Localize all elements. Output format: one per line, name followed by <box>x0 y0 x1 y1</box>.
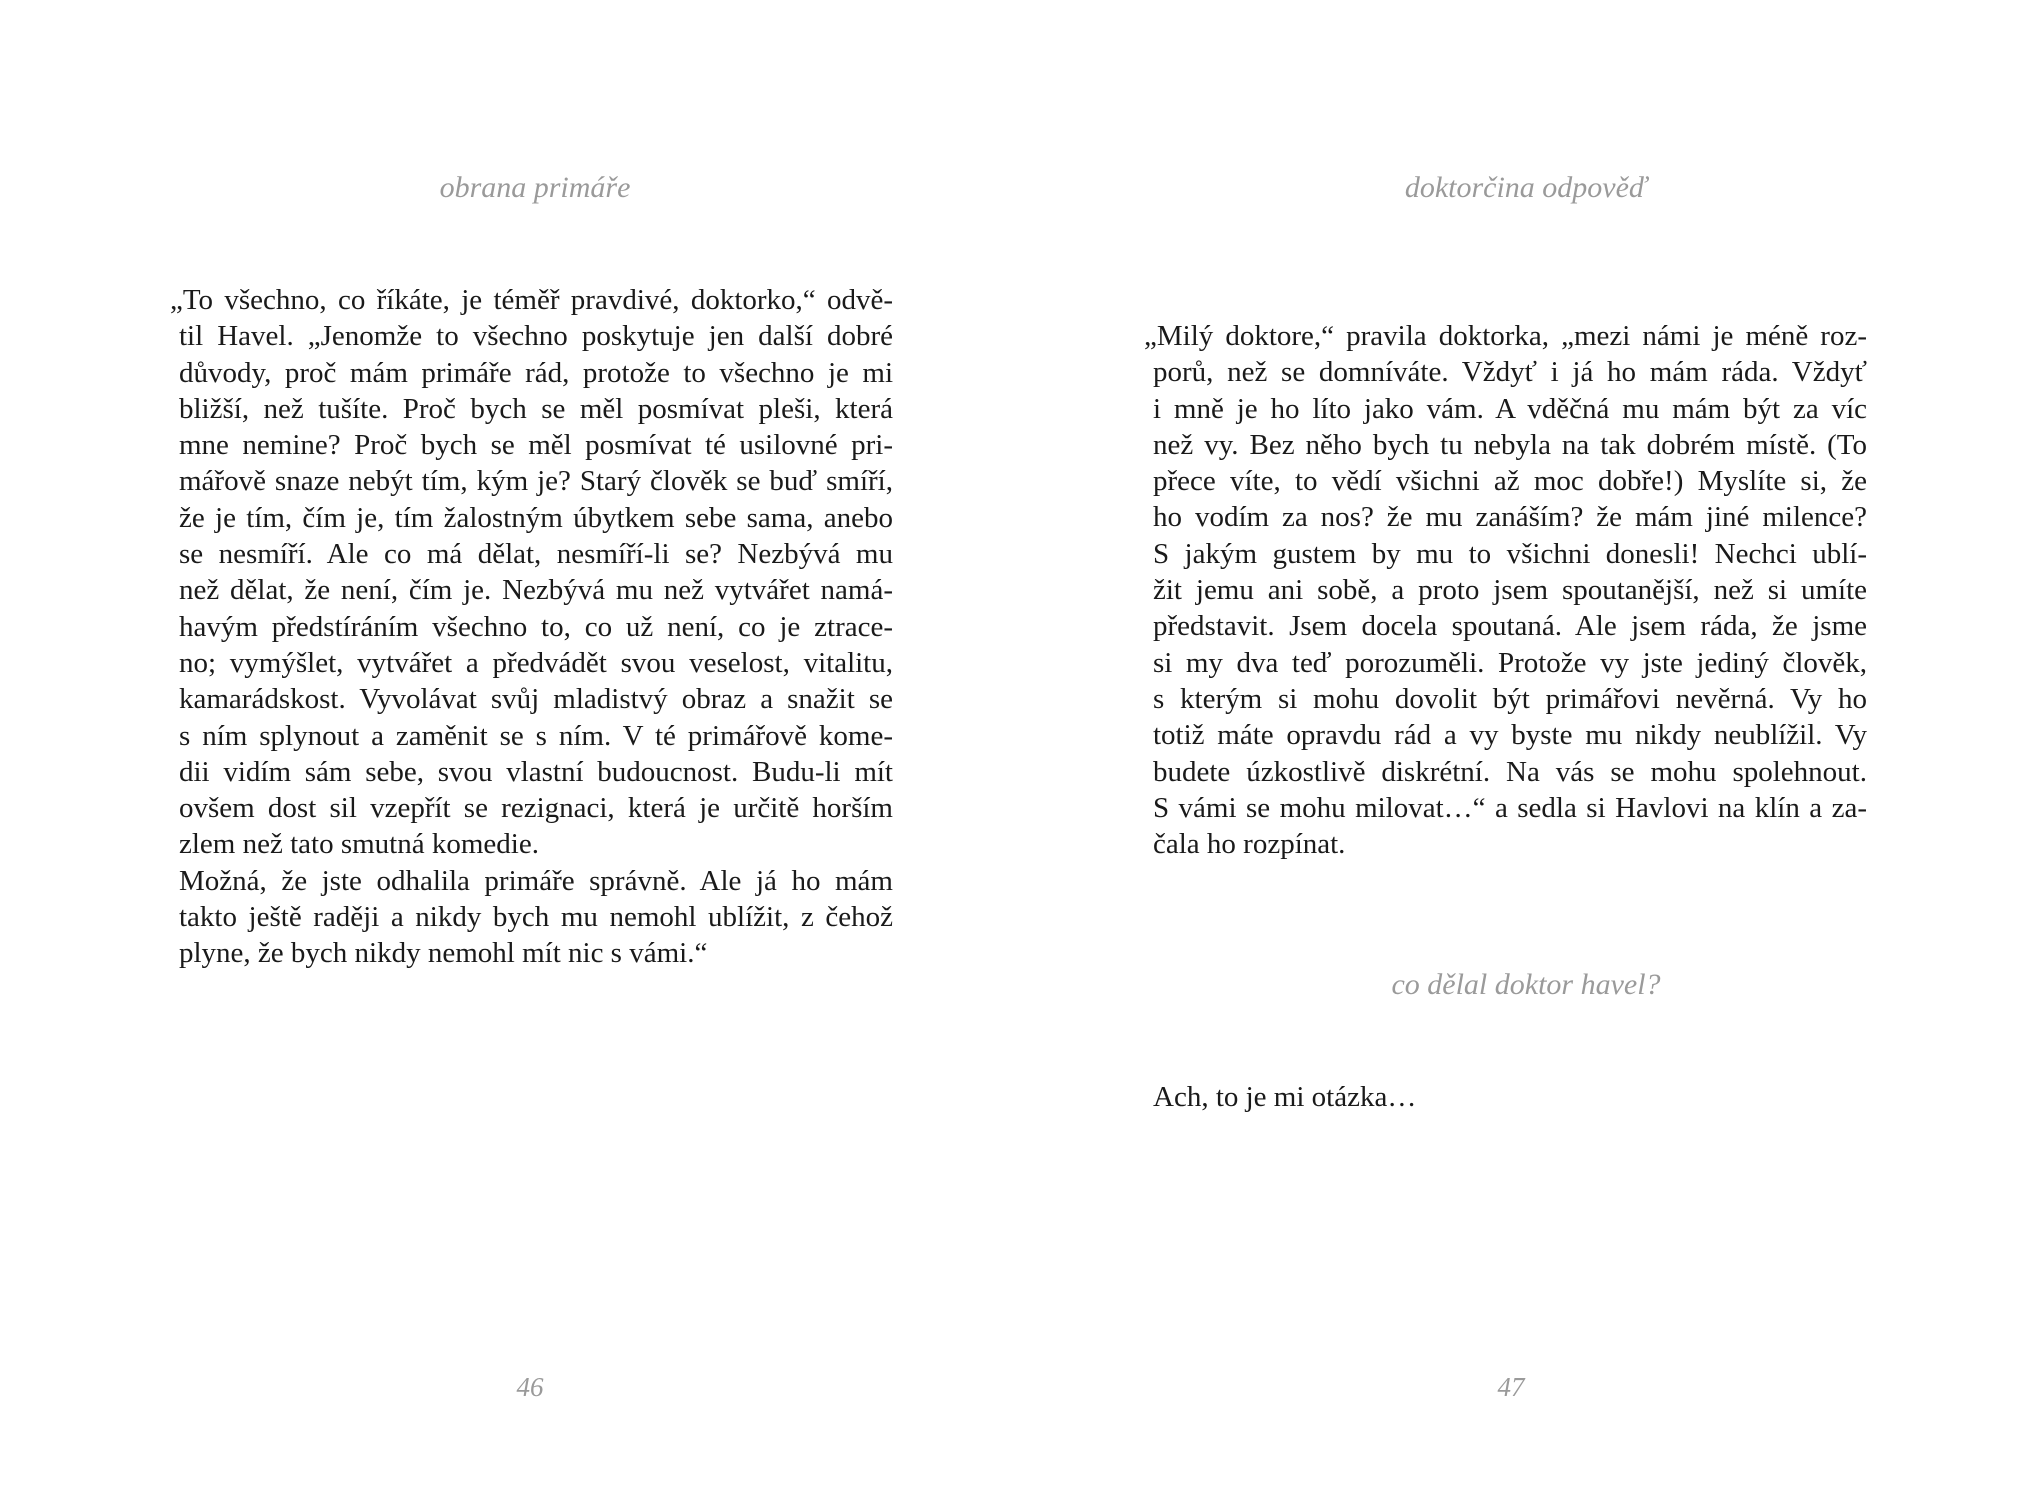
text-line: porů, než se domníváte. Vždyť i já ho mám ráda. Vždyť <box>1153 356 1867 389</box>
text-line: S jakým gustem by mu to všichni donesli! Nechci ublí- <box>1153 537 1867 570</box>
text-line: i mně je ho líto jako vám. A vděčná mu mám být za víc <box>1153 392 1867 425</box>
page-number-left: 46 <box>516 1372 544 1402</box>
text-line: „Milý doktore,“ pravila doktorka, „mezi námi je méně roz- <box>1144 320 1867 352</box>
text-line: zlem než tato smutná komedie. <box>179 828 539 861</box>
right-text-block <box>1144 318 1867 862</box>
text-line: bližší, než tušíte. Proč bych se měl posmívat pleši, která <box>179 392 893 425</box>
right-page <box>1011 0 2022 1496</box>
section-text-block <box>1153 1079 1867 1115</box>
text-line: „To všechno, co říkáte, je téměř pravdivé, doktorko,“ odvě- <box>170 284 893 316</box>
text-line: no; vymýšlet, vytvářet a předvádět svou veselost, vitalitu, <box>179 646 893 679</box>
text-line: Možná, že jste odhalila primáře správně. Ale já ho mám <box>179 864 893 897</box>
text-line: totiž máte opravdu rád a vy byste mu nikdy neublížil. Vy <box>1153 719 1867 752</box>
text-line: mne nemine? Proč bych se měl posmívat té usilovné pri- <box>179 429 893 462</box>
text-line: ovšem dost sil vzepřít se rezignaci, která je určitě horším <box>179 792 893 825</box>
text-line: mářově snaze nebýt tím, kým je? Starý člověk se buď smíří, <box>179 465 893 498</box>
text-line: žit jemu ani sobě, a proto jsem spoutanější, než si umíte <box>1153 574 1867 607</box>
section-heading: co dělal doktor havel? <box>1391 968 1661 1001</box>
running-head-left: obrana primáře <box>439 171 631 204</box>
text-line: čala ho rozpínat. <box>1153 828 1346 861</box>
text-line: til Havel. „Jenomže to všechno poskytuje jen další dobré <box>179 320 893 353</box>
text-line: kamarádskost. Vyvolávat svůj mladistvý obraz a snažit se <box>179 683 893 716</box>
text-line: ho vodím za nos? že mu zanáším? že mám jiné milence? <box>1153 501 1867 534</box>
paragraph-doctor-reply <box>1144 318 1867 862</box>
running-head-right: doktorčina odpověď <box>1404 171 1648 204</box>
text-line: s ním splynout a zaměnit se s ním. V té primářově kome- <box>179 719 893 752</box>
text-line: takto ještě raději a nikdy bych mu nemohl ublížit, z čehož <box>179 901 893 934</box>
text-line: S vámi se mohu milovat…“ a sedla si Havlovi na klín a za- <box>1153 791 1867 824</box>
text-line: havým předstíráním všechno to, co už není, co je ztrace- <box>179 610 893 643</box>
paragraph-havel-reply <box>170 282 893 863</box>
left-text-block <box>170 282 893 972</box>
text-line: Ach, to je mi otázka… <box>1153 1081 1417 1113</box>
text-line: že je tím, čím je, tím žalostným úbytkem sebe sama, anebo <box>179 501 893 534</box>
text-line: si my dva teď porozuměli. Protože vy jste jediný člověk, <box>1153 646 1867 679</box>
text-line: představit. Jsem docela spoutaná. Ale jsem ráda, že jsme <box>1153 610 1867 643</box>
text-line: důvody, proč mám primáře rád, protože to všechno je mi <box>179 356 893 389</box>
text-line: s kterým si mohu dovolit být primářovi nevěrná. Vy ho <box>1153 682 1867 715</box>
text-line: budete úzkostlivě diskrétní. Na vás se mohu spolehnout. <box>1153 755 1867 788</box>
text-line: se nesmíří. Ale co má dělat, nesmíří-li se? Nezbývá mu <box>179 538 893 571</box>
paragraph-havel-conclusion <box>179 863 893 972</box>
text-line: než dělat, že není, čím je. Nezbývá mu než vytvářet namá- <box>179 574 893 607</box>
text-line: než vy. Bez něho bych tu nebyla na tak dobrém místě. (To <box>1153 428 1867 461</box>
text-line: dii vidím sám sebe, svou vlastní budoucnost. Budu-li mít <box>179 755 893 788</box>
page-number-right: 47 <box>1497 1372 1525 1402</box>
text-line: plyne, že bych nikdy nemohl mít nic s vámi.“ <box>179 937 708 970</box>
text-line: přece víte, to vědí všichni až moc dobře!) Myslíte si, že <box>1153 465 1867 498</box>
